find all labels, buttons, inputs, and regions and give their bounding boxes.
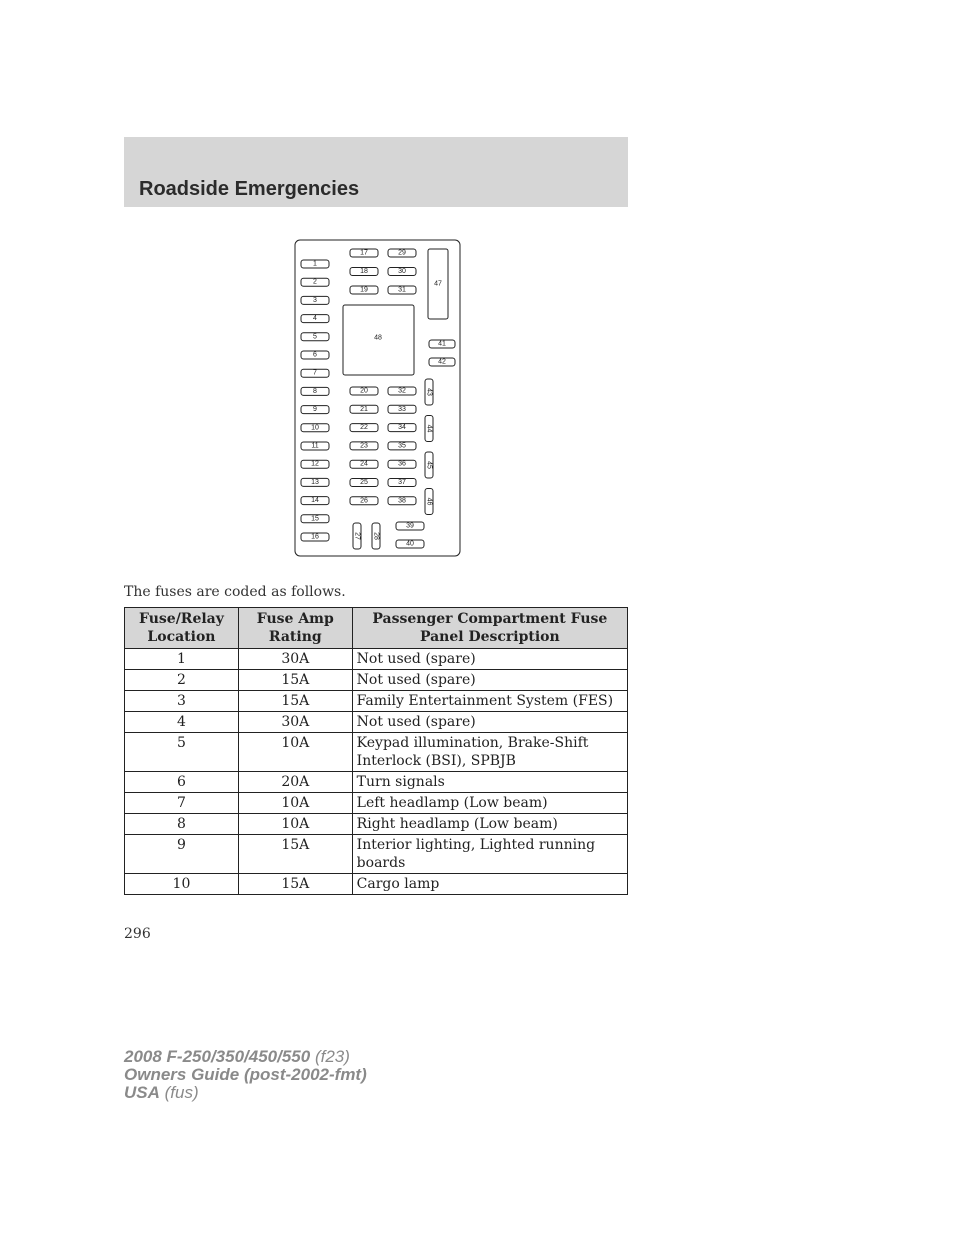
cell-location: 10 — [125, 874, 239, 895]
cell-location: 7 — [125, 793, 239, 814]
cell-location: 3 — [125, 691, 239, 712]
fuse-label: 15 — [311, 515, 319, 523]
table-row — [125, 874, 628, 895]
fuse-table — [124, 607, 628, 895]
cell-rating: 30A — [238, 649, 352, 670]
fuse-label: 39 — [406, 522, 414, 530]
cell-description: Cargo lamp — [352, 874, 627, 895]
footer-model: 2008 F-250/350/450/550 — [124, 1047, 311, 1066]
fuse-label: 44 — [425, 424, 433, 433]
fuse-label: 13 — [311, 478, 319, 486]
fuse-label: 40 — [406, 540, 414, 548]
cell-rating: 15A — [238, 670, 352, 691]
fuse-label: 22 — [360, 424, 368, 432]
fuse-label: 8 — [313, 387, 317, 395]
table-row — [125, 793, 628, 814]
fuse-label: 6 — [313, 351, 317, 359]
cell-rating: 15A — [238, 835, 352, 874]
table-row — [125, 670, 628, 691]
cell-rating: 10A — [238, 793, 352, 814]
fuse-label: 25 — [360, 479, 368, 486]
table-row — [125, 772, 628, 793]
fuse-label: 1 — [313, 260, 317, 268]
footer-region-code: (fus) — [164, 1083, 199, 1102]
fuse-label: 30 — [398, 268, 406, 275]
fuse-label: 24 — [360, 460, 368, 468]
fuse-panel-diagram — [294, 239, 462, 559]
fuse-label: 32 — [398, 387, 406, 395]
fuse-label: 9 — [313, 406, 317, 414]
footer-model-code: (f23) — [314, 1047, 350, 1066]
fuse-label: 45 — [425, 461, 433, 469]
fuse-label: 43 — [425, 388, 433, 396]
fuse-label: 11 — [311, 442, 319, 450]
fuse-label: 19 — [360, 286, 368, 294]
table-row — [125, 814, 628, 835]
table-header-row — [125, 608, 628, 649]
fuse-label: 20 — [360, 387, 368, 395]
fuse-label: 46 — [425, 497, 433, 506]
footer-guide: Owners Guide (post-2002-fmt) — [124, 1065, 367, 1084]
fuse-label: 10 — [311, 424, 319, 432]
fuse-label: 36 — [398, 460, 406, 468]
fuse-label: 3 — [313, 296, 317, 304]
cell-rating: 30A — [238, 712, 352, 733]
cell-location: 4 — [125, 712, 239, 733]
table-row — [125, 733, 628, 772]
cell-location: 6 — [125, 772, 239, 793]
cell-rating: 15A — [238, 691, 352, 712]
cell-location: 9 — [125, 835, 239, 874]
fuse-label: 16 — [311, 533, 319, 541]
fuse-label: 42 — [438, 358, 446, 366]
cell-description: Left headlamp (Low beam) — [352, 793, 627, 814]
table-row — [125, 649, 628, 670]
footer-region: USA — [124, 1083, 160, 1102]
fuse-label: 41 — [438, 340, 446, 348]
fuse-label: 21 — [360, 405, 368, 413]
table-row — [125, 835, 628, 874]
header-location: Fuse/Relay Location — [125, 608, 239, 649]
fuse-label: 14 — [311, 497, 319, 505]
fuse-label: 4 — [313, 315, 317, 323]
fuse-label: 35 — [398, 442, 406, 450]
fuse-label: 26 — [360, 497, 368, 505]
fuse-label: 7 — [313, 369, 317, 377]
cell-location: 2 — [125, 670, 239, 691]
cell-rating: 20A — [238, 772, 352, 793]
cell-rating: 10A — [238, 733, 352, 772]
fuse-label: 2 — [313, 278, 317, 286]
fuse-label: 33 — [398, 405, 406, 413]
cell-description: Right headlamp (Low beam) — [352, 814, 627, 835]
table-row — [125, 712, 628, 733]
section-title: Roadside Emergencies — [139, 178, 360, 200]
fuse-label: 31 — [398, 286, 406, 294]
cell-description: Not used (spare) — [352, 649, 627, 670]
fuse-label: 23 — [360, 442, 368, 450]
cell-description: Family Entertainment System (FES) — [352, 691, 627, 712]
cell-location: 1 — [125, 649, 239, 670]
header-description: Passenger Compartment Fuse Panel Description — [352, 608, 627, 649]
fuse-label: 38 — [398, 497, 406, 505]
table-row — [125, 691, 628, 712]
document-footer — [124, 1048, 367, 1102]
cell-description: Not used (spare) — [352, 670, 627, 691]
page-number: 296 — [124, 926, 151, 942]
fuse-label: 17 — [360, 249, 368, 257]
fuse-label: 27 — [353, 532, 361, 540]
cell-description: Turn signals — [352, 772, 627, 793]
fuse-label: 12 — [311, 460, 319, 468]
cell-description: Keypad illumination, Brake-Shift Interlock (BSI), SPBJB — [352, 733, 627, 772]
fuse-label: 48 — [374, 334, 382, 342]
cell-rating: 10A — [238, 814, 352, 835]
fuse-label: 5 — [313, 333, 317, 341]
cell-description: Not used (spare) — [352, 712, 627, 733]
header-rating: Fuse Amp Rating — [238, 608, 352, 649]
fuse-label: 18 — [360, 268, 368, 275]
fuse-label: 34 — [398, 424, 406, 432]
intro-text: The fuses are coded as follows. — [124, 584, 346, 600]
fuse-label: 47 — [434, 280, 442, 288]
cell-rating: 15A — [238, 874, 352, 895]
cell-location: 8 — [125, 814, 239, 835]
cell-description: Interior lighting, Lighted running boards — [352, 835, 627, 874]
fuse-label: 28 — [372, 532, 380, 540]
cell-location: 5 — [125, 733, 239, 772]
fuse-label: 29 — [398, 249, 406, 257]
fuse-label: 37 — [398, 479, 406, 486]
